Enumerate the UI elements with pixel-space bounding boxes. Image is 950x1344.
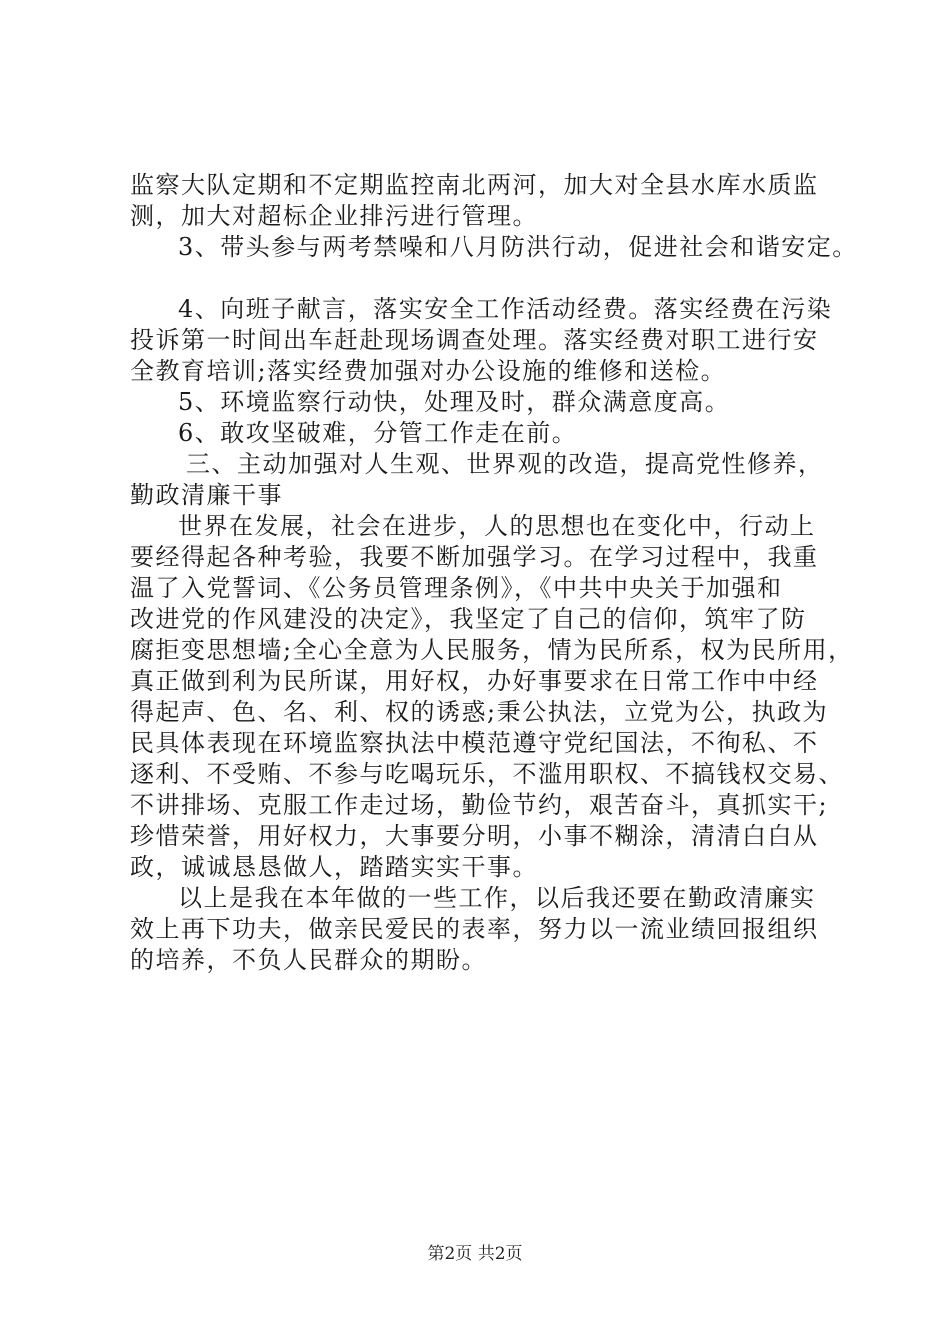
paragraph-line: 测，加大对超标企业排污进行管理。	[130, 202, 538, 230]
paragraph-line: 的培养，不负人民群众的期盼。	[130, 946, 487, 974]
section-heading-3-cont: 勤政清廉干事	[130, 481, 283, 509]
paragraph-line: 全教育培训;落实经费加强对办公设施的维修和送检。	[130, 357, 727, 385]
paragraph-line: 逐利、不受贿、不参与吃喝玩乐，不滥用职权、不搞钱权交易、	[130, 760, 844, 788]
paragraph-line: 民具体表现在环境监察执法中模范遵守党纪国法，不徇私、不	[130, 729, 819, 757]
list-item-3: 3、带头参与两考禁噪和八月防洪行动，促进社会和谐安定。	[178, 233, 858, 261]
paragraph-line: 政，诚诚恳恳做人，踏踏实实干事。	[130, 853, 538, 881]
paragraph-line: 温了入党誓词、《公务员管理条例》，《中共中央关于加强和	[130, 574, 783, 602]
section-heading-3: 三、主动加强对人生观、世界观的改造，提高党性修养，	[186, 450, 824, 478]
page-number-footer: 第2页 共2页	[427, 1244, 523, 1264]
list-item-6: 6、敢攻坚破难，分管工作走在前。	[178, 419, 578, 447]
paragraph-line: 腐拒变思想墙;全心全意为人民服务，情为民所系，权为民所用，	[130, 636, 854, 664]
paragraph-line: 要经得起各种考验，我要不断加强学习。在学习过程中，我重	[130, 543, 819, 571]
paragraph-line: 投诉第一时间出车赶赴现场调查处理。落实经费对职工进行安	[130, 326, 819, 354]
paragraph-line: 世界在发展，社会在进步，人的思想也在变化中，行动上	[178, 512, 816, 540]
paragraph-line: 得起声、色、名、利、权的诱惑;秉公执法，立党为公，执政为	[130, 698, 829, 726]
paragraph-line: 监察大队定期和不定期监控南北两河，加大对全县水库水质监	[130, 171, 819, 199]
paragraph-line: 不讲排场、克服工作走过场，勤俭节约，艰苦奋斗，真抓实干;	[130, 791, 829, 819]
paragraph-line: 效上再下功夫，做亲民爱民的表率，努力以一流业绩回报组织	[130, 915, 819, 943]
list-item-4: 4、向班子献言，落实安全工作活动经费。落实经费在污染	[178, 295, 833, 323]
document-body	[130, 170, 858, 976]
paragraph-line: 珍惜荣誉，用好权力，大事要分明，小事不糊涂，清清白白从	[130, 822, 819, 850]
paragraph-line: 真正做到利为民所谋，用好权，办好事要求在日常工作中中经	[130, 667, 819, 695]
paragraph-line: 以上是我在本年做的一些工作，以后我还要在勤政清廉实	[178, 884, 816, 912]
paragraph-line: 改进党的作风建没的决定》，我坚定了自己的信仰，筑牢了防	[130, 605, 807, 633]
blank-line	[130, 263, 840, 294]
list-item-5: 5、环境监察行动快，处理及时，群众满意度高。	[178, 388, 731, 416]
